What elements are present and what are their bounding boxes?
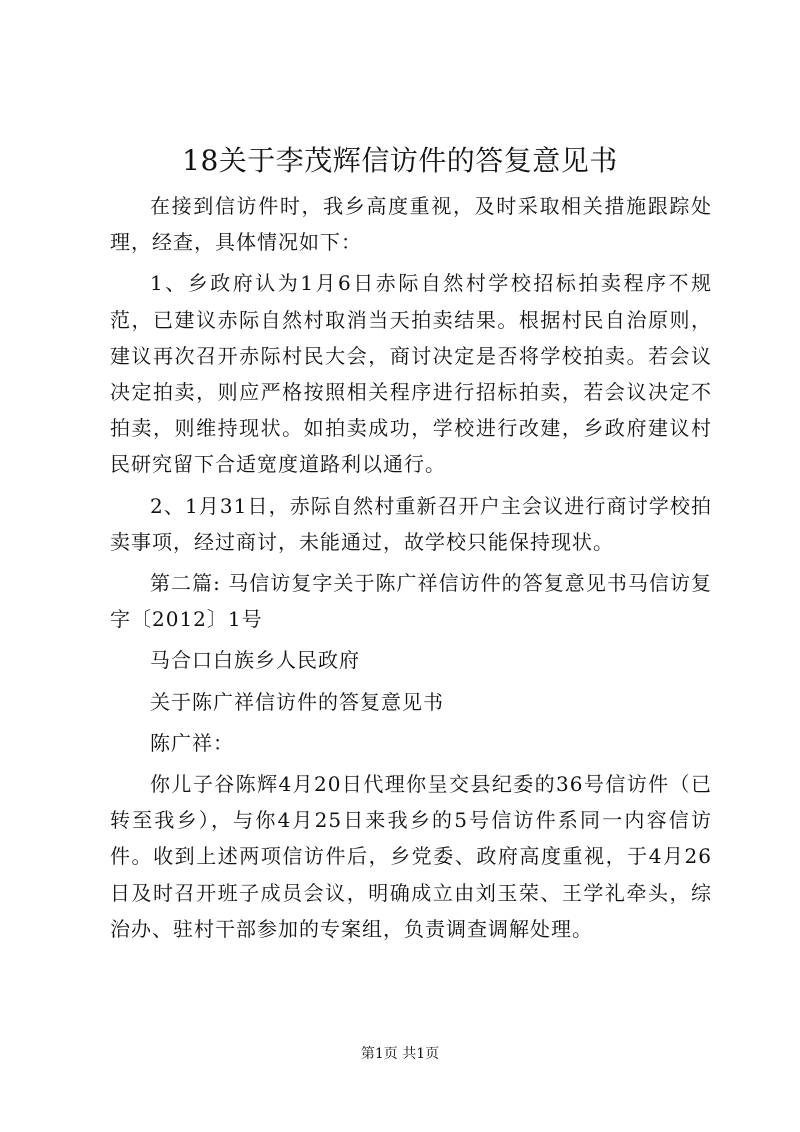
paragraph-issuer: 马合口白族乡人民政府	[150, 648, 360, 673]
document-title: 18关于李茂辉信访件的答复意见书	[182, 144, 618, 177]
paragraph-body: 你儿子谷陈辉4月20日代理你呈交县纪委的36号信访件（已转至我乡），与你4月25日来我乡的5号信访件系同一内容信访件。收到上述两项信访件后，乡党委、政府高度重视，于4月26日及时召开班子成员会议，明确成立由刘玉荣、王学礼牵头，综治办、驻村干部参加的专案组，负责调查调解处理。	[110, 772, 712, 941]
paragraph-intro: 在接到信访件时，我乡高度重视，及时采取相关措施跟踪处理，经查，具体情况如下：	[110, 194, 712, 255]
paragraph-subtitle: 关于陈广祥信访件的答复意见书	[150, 689, 444, 714]
paragraph-point-1: 1、乡政府认为1月6日赤际自然村学校招标拍卖程序不规范，已建议赤际自然村取消当天拍卖结果。根据村民自治原则，建议再次召开赤际村民大会，商讨决定是否将学校拍卖。若会议决定拍卖，则应严格按照相关程序进行招标拍卖，若会议决定不拍卖，则维持现状。如拍卖成功，学校进行改建，乡政府建议村民研究留下合适宽度道路利以通行。	[110, 271, 712, 477]
paragraph-salutation: 陈广祥：	[150, 730, 234, 755]
page-number: 第1页 共1页	[360, 1046, 440, 1062]
paragraph-point-2: 2、1月31日，赤际自然村重新召开户主会议进行商讨学校拍卖事项，经过商讨，未能通过，故学校只能保持现状。	[110, 493, 712, 554]
document-body	[110, 188, 712, 947]
paragraph-section-heading: 第二篇: 马信访复字关于陈广祥信访件的答复意见书马信访复字〔2012〕1号	[110, 571, 712, 632]
